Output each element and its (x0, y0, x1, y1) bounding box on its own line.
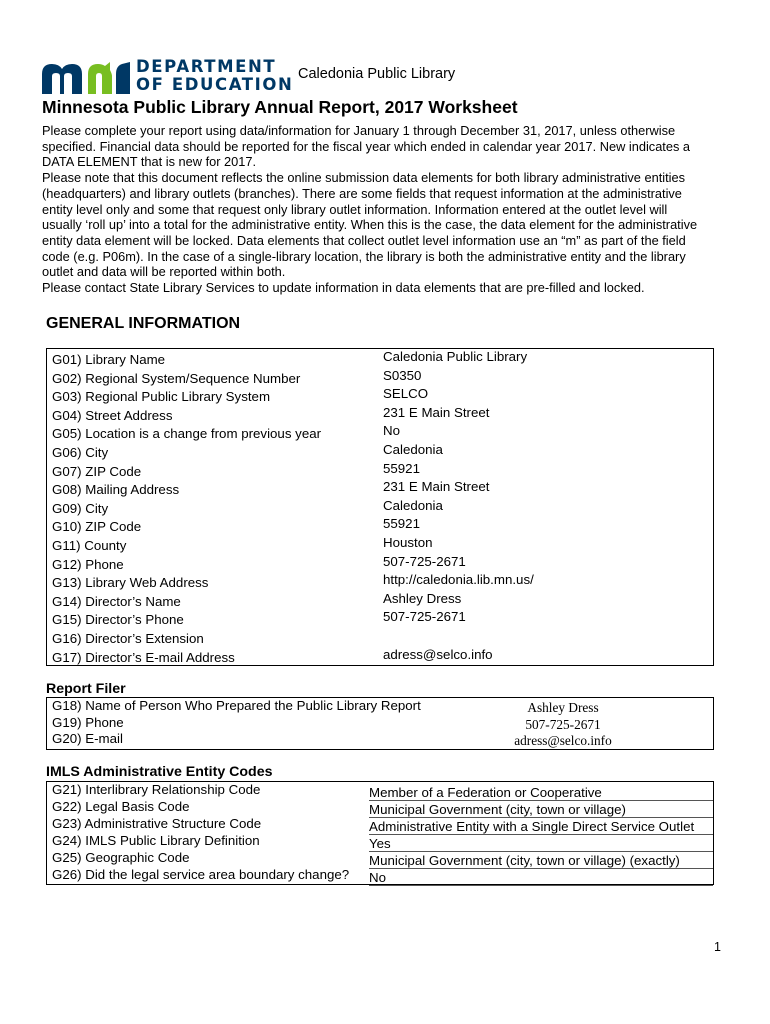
table-row (47, 518, 713, 537)
field-value: 507-725-2671 (525, 716, 601, 732)
field-value: Member of a Federation or Cooperative (369, 785, 713, 801)
table-row (47, 444, 713, 463)
field-label: G14) Director’s Name (52, 593, 181, 609)
report-filer-heading: Report Filer (46, 681, 126, 697)
field-label: G08) Mailing Address (52, 482, 180, 498)
field-label: G22) Legal Basis Code (52, 799, 190, 814)
field-label: G11) County (52, 538, 127, 553)
table-row (47, 404, 713, 426)
general-information-heading: GENERAL INFORMATION (46, 315, 241, 332)
header-library-name: Caledonia Public Library (298, 66, 456, 82)
instructions-paragraph: Please contact State Library Services to update information in data elements that are pre-filled and locked. (42, 280, 645, 296)
field-label: G17) Director’s E-mail Address (52, 649, 235, 665)
table-row (47, 611, 713, 630)
table-row (47, 867, 713, 884)
field-value: adress@selco.info (383, 646, 493, 662)
mn-logo-icon (42, 62, 130, 94)
table-row (47, 497, 713, 519)
field-label: G26) Did the legal service area boundary change? (52, 867, 350, 882)
field-value: 231 E Main Street (383, 404, 490, 420)
field-value: 507-725-2671 (383, 609, 466, 625)
field-value: 55921 (383, 460, 420, 476)
table-row (47, 833, 713, 850)
field-label: G12) Phone (52, 556, 124, 572)
field-label: G06) City (52, 445, 109, 460)
field-label: G15) Director’s Phone (52, 612, 184, 628)
field-value: Caledonia (383, 442, 443, 457)
general-information-table (46, 348, 714, 666)
table-row (47, 351, 713, 370)
field-label: G04) Street Address (52, 407, 173, 423)
table-row (47, 799, 713, 816)
field-label: G13) Library Web Address (52, 575, 209, 591)
field-label: G05) Location is a change from previous year (52, 426, 322, 442)
imls-codes-heading: IMLS Administrative Entity Codes (46, 764, 273, 780)
field-value: No (383, 423, 400, 439)
instructions (42, 123, 710, 296)
instructions-paragraph: Please note that this document reflects the online submission data elements for both library administrative entities (headquarters) and library outlets (branches). There are some fields that request information at the administrative entity level only and some that request only library outlet information. Information entered at the outlet level will usually ‘roll up’ into a total for the administrative entity. When this is the case, the data element for the administrative entity data element will be locked. Data elements that collect outlet level information use an “m” as part of the field code (e.g. P06m). In the case of a single-library location, the library is both the administrative entity and the library outlet and data will be reported within both. (42, 170, 698, 280)
field-value: adress@selco.info (514, 733, 612, 748)
field-value: 231 E Main Street (383, 479, 490, 495)
document-title: Minnesota Public Library Annual Report, 2017 Worksheet (42, 97, 518, 117)
field-value: Municipal Government (city, town or village) (exactly) (369, 853, 713, 869)
page-header (42, 58, 742, 98)
field-value: Yes (369, 836, 713, 852)
field-label: G21) Interlibrary Relationship Code (52, 782, 261, 797)
field-label: G09) City (52, 500, 109, 516)
table-row (47, 730, 713, 749)
table-row (47, 630, 713, 649)
field-label: G07) ZIP Code (52, 463, 142, 479)
field-label: G18) Name of Person Who Prepared the Public Library Report (52, 698, 421, 713)
table-row (47, 367, 713, 389)
table-row (47, 850, 713, 867)
field-label: G25) Geographic Code (52, 850, 190, 865)
field-label: G02) Regional System/Sequence Number (52, 370, 301, 386)
table-row (47, 388, 713, 407)
table-row (47, 425, 713, 444)
field-value: Administrative Entity with a Single Direct Service Outlet (369, 819, 713, 835)
table-row (47, 481, 713, 500)
page-number: 1 (714, 940, 721, 954)
field-value: SELCO (383, 386, 429, 402)
table-row (47, 574, 713, 593)
table-row (47, 460, 713, 482)
table-row (47, 590, 713, 612)
field-value: Houston (383, 535, 433, 550)
field-value: 507-725-2671 (383, 553, 466, 569)
field-value: http://caledonia.lib.mn.us/ (383, 572, 534, 588)
field-value: S0350 (383, 367, 422, 383)
field-label: G16) Director’s Extension (52, 631, 204, 646)
field-value: Caledonia (383, 497, 443, 513)
table-row (47, 646, 713, 668)
field-label: G20) E-mail (52, 731, 123, 746)
field-value: 55921 (383, 516, 420, 532)
field-value: No (369, 870, 713, 886)
field-label: G03) Regional Public Library System (52, 389, 271, 405)
field-label: G01) Library Name (52, 352, 166, 367)
instructions-paragraph: Please complete your report using data/information for January 1 through December 31, 2017, unless otherwise specified. Financial data should be reported for the fiscal year which ended in calendar year 2017. New indicates a DATA ELEMENT that is new for 2017. (42, 123, 691, 170)
field-label: G24) IMLS Public Library Definition (52, 833, 260, 848)
field-value: Municipal Government (city, town or village) (369, 802, 713, 818)
table-row (47, 816, 713, 833)
field-label: G19) Phone (52, 714, 124, 730)
table-row (47, 553, 713, 575)
field-value: Ashley Dress (383, 590, 462, 606)
field-label: G10) ZIP Code (52, 519, 142, 535)
imls-codes-table (46, 781, 714, 885)
table-row (47, 537, 713, 556)
report-filer-table (46, 697, 714, 750)
department-of-education-logo: DEPARTMENT OF EDUCATION (136, 57, 294, 94)
field-value: Ashley Dress (527, 700, 599, 715)
field-value: Caledonia Public Library (383, 349, 528, 364)
field-label: G23) Administrative Structure Code (52, 816, 262, 831)
table-row (47, 782, 713, 799)
